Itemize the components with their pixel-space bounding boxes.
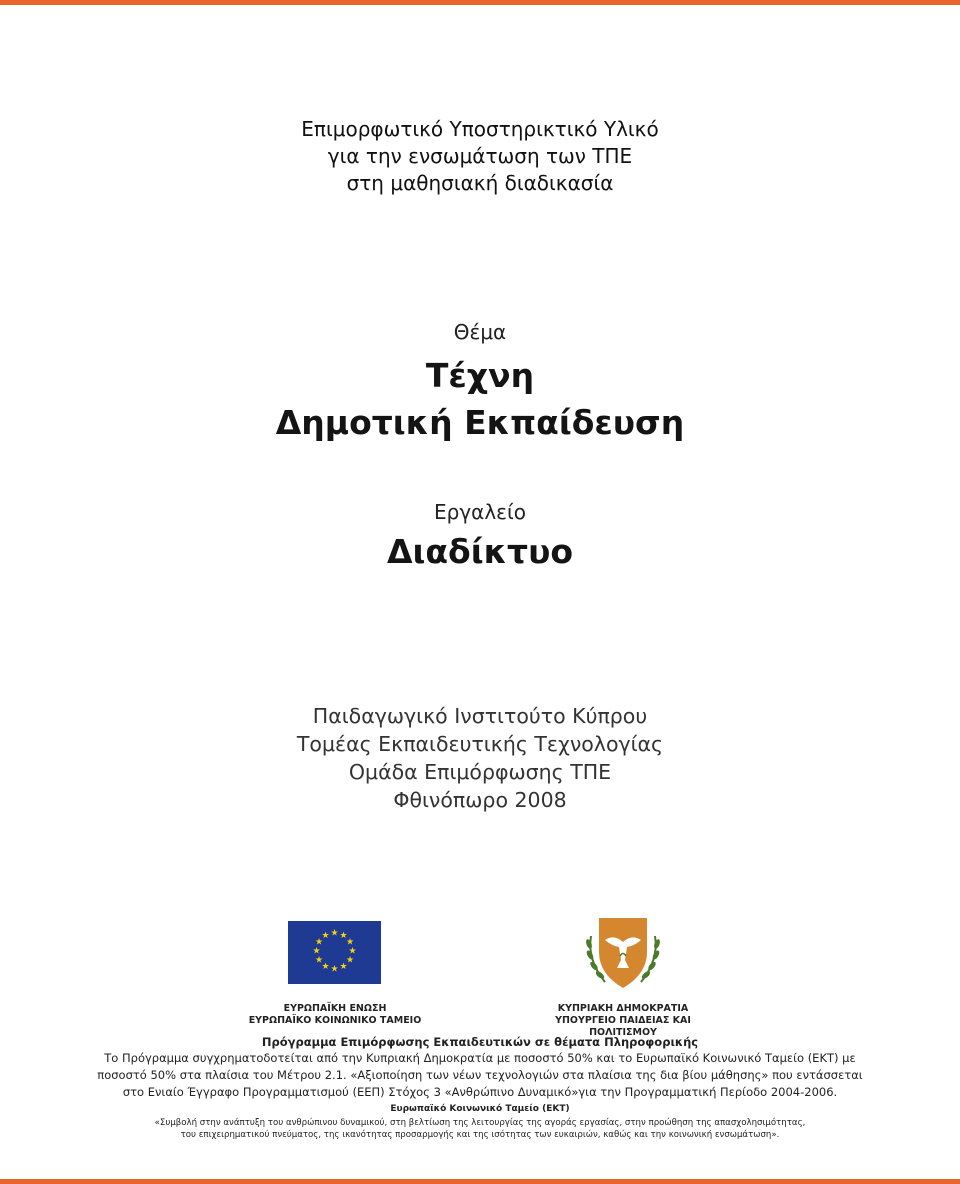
eu-caption-line: ΕΥΡΩΠΑΪΚΗ ΕΝΩΣΗ <box>283 1003 387 1014</box>
svg-text:★: ★ <box>314 937 324 948</box>
programme-text <box>0 1050 960 1101</box>
eu-flag-icon <box>288 921 381 984</box>
svg-text:★: ★ <box>345 937 355 948</box>
svg-text:★: ★ <box>312 946 321 957</box>
esf-line: «Συμβολή στην ανάπτυξη του ανθρώπινου δυναμικού, στη βελτίωση της λειτουργίας της αγοράς εργασίας, στην προώθηση της απασχολησιμότητας, <box>154 1118 806 1128</box>
title-line: Επιμορφωτικό Υποστηρικτικό Υλικό <box>301 117 659 141</box>
svg-text:★: ★ <box>345 955 355 966</box>
tool-label: Εργαλείο <box>433 500 526 524</box>
programme-line: στο Ενιαίο Έγγραφο Προγραμματισμού (ΕΕΠ) Στόχος 3 «Ανθρώπινο Δυναμικό»για την Προγραμματική Περίοδο 2004-2006. <box>122 1085 838 1099</box>
svg-text:★: ★ <box>321 962 330 972</box>
tool-name: Διαδίκτυο <box>386 532 574 571</box>
cyprus-caption-line: ΚΥΠΡΙΑΚΗ ΔΗΜΟΚΡΑΤΙΑ <box>557 1003 689 1014</box>
eu-caption <box>235 1003 435 1027</box>
esf-text <box>0 1117 960 1141</box>
cyprus-emblem-icon <box>583 912 663 992</box>
document-title <box>0 116 960 197</box>
programme-line: ποσοστό 50% στα πλαίσια του Μέτρου 2.1. «Αξιοποίηση των νέων τεχνολογιών στα πλαίσια της δια βίου μάθησης» που εντάσσεται <box>97 1068 863 1082</box>
programme-title: Πρόγραμμα Επιμόρφωσης Εκπαιδευτικών σε θέματα Πληροφορικής <box>261 1035 699 1049</box>
theme-subject: Τέχνη <box>425 356 535 395</box>
cyprus-caption <box>533 1003 713 1039</box>
esf-title: Ευρωπαϊκό Κοινωνικό Ταμείο (ΕΚΤ) <box>390 1104 570 1114</box>
cyprus-caption-line: ΥΠΟΥΡΓΕΙΟ ΠΑΙΔΕΙΑΣ ΚΑΙ ΠΟΛΙΤΙΣΜΟΥ <box>555 1015 691 1038</box>
title-line: στη μαθησιακή διαδικασία <box>346 171 614 195</box>
institute-line: Φθινόπωρο 2008 <box>393 788 567 812</box>
bottom-accent-bar <box>0 1179 960 1184</box>
svg-text:★: ★ <box>339 962 348 972</box>
eu-caption-line: ΕΥΡΩΠΑΪΚΟ ΚΟΙΝΩΝΙΚΟ ΤΑΜΕΙΟ <box>248 1015 422 1026</box>
institute-line: Τομέας Εκπαιδευτικής Τεχνολογίας <box>296 732 664 756</box>
institute-line: Παιδαγωγικό Ινστιτούτο Κύπρου <box>312 704 648 728</box>
institute-block <box>0 702 960 814</box>
programme-line: Το Πρόγραμμα συγχρηματοδοτείται από την Κυπριακή Δημοκρατία με ποσοστό 50% και το Ευρωπαϊκό Κοινωνικό Ταμείο (ΕΚΤ) με <box>104 1051 856 1065</box>
institute-line: Ομάδα Επιμόρφωσης ΤΠΕ <box>348 760 612 784</box>
esf-line: του επιχειρηματικού πνεύματος, της ικανότητας προσαρμογής και της ισότητας των ευκαιριών, καθώς και την κοινωνική ενσωμάτωση». <box>180 1130 780 1140</box>
title-line: για την ενσωμάτωση των ΤΠΕ <box>327 144 633 168</box>
svg-text:★: ★ <box>321 931 330 941</box>
svg-text:★: ★ <box>330 964 339 975</box>
theme-label: Θέμα <box>453 320 507 344</box>
theme-heading <box>0 352 960 446</box>
svg-text:★: ★ <box>348 946 357 957</box>
svg-text:★: ★ <box>330 928 339 939</box>
theme-level: Δημοτική Εκπαίδευση <box>275 403 685 442</box>
svg-text:★: ★ <box>314 955 324 966</box>
top-accent-bar <box>0 0 960 5</box>
svg-text:★: ★ <box>339 931 348 941</box>
